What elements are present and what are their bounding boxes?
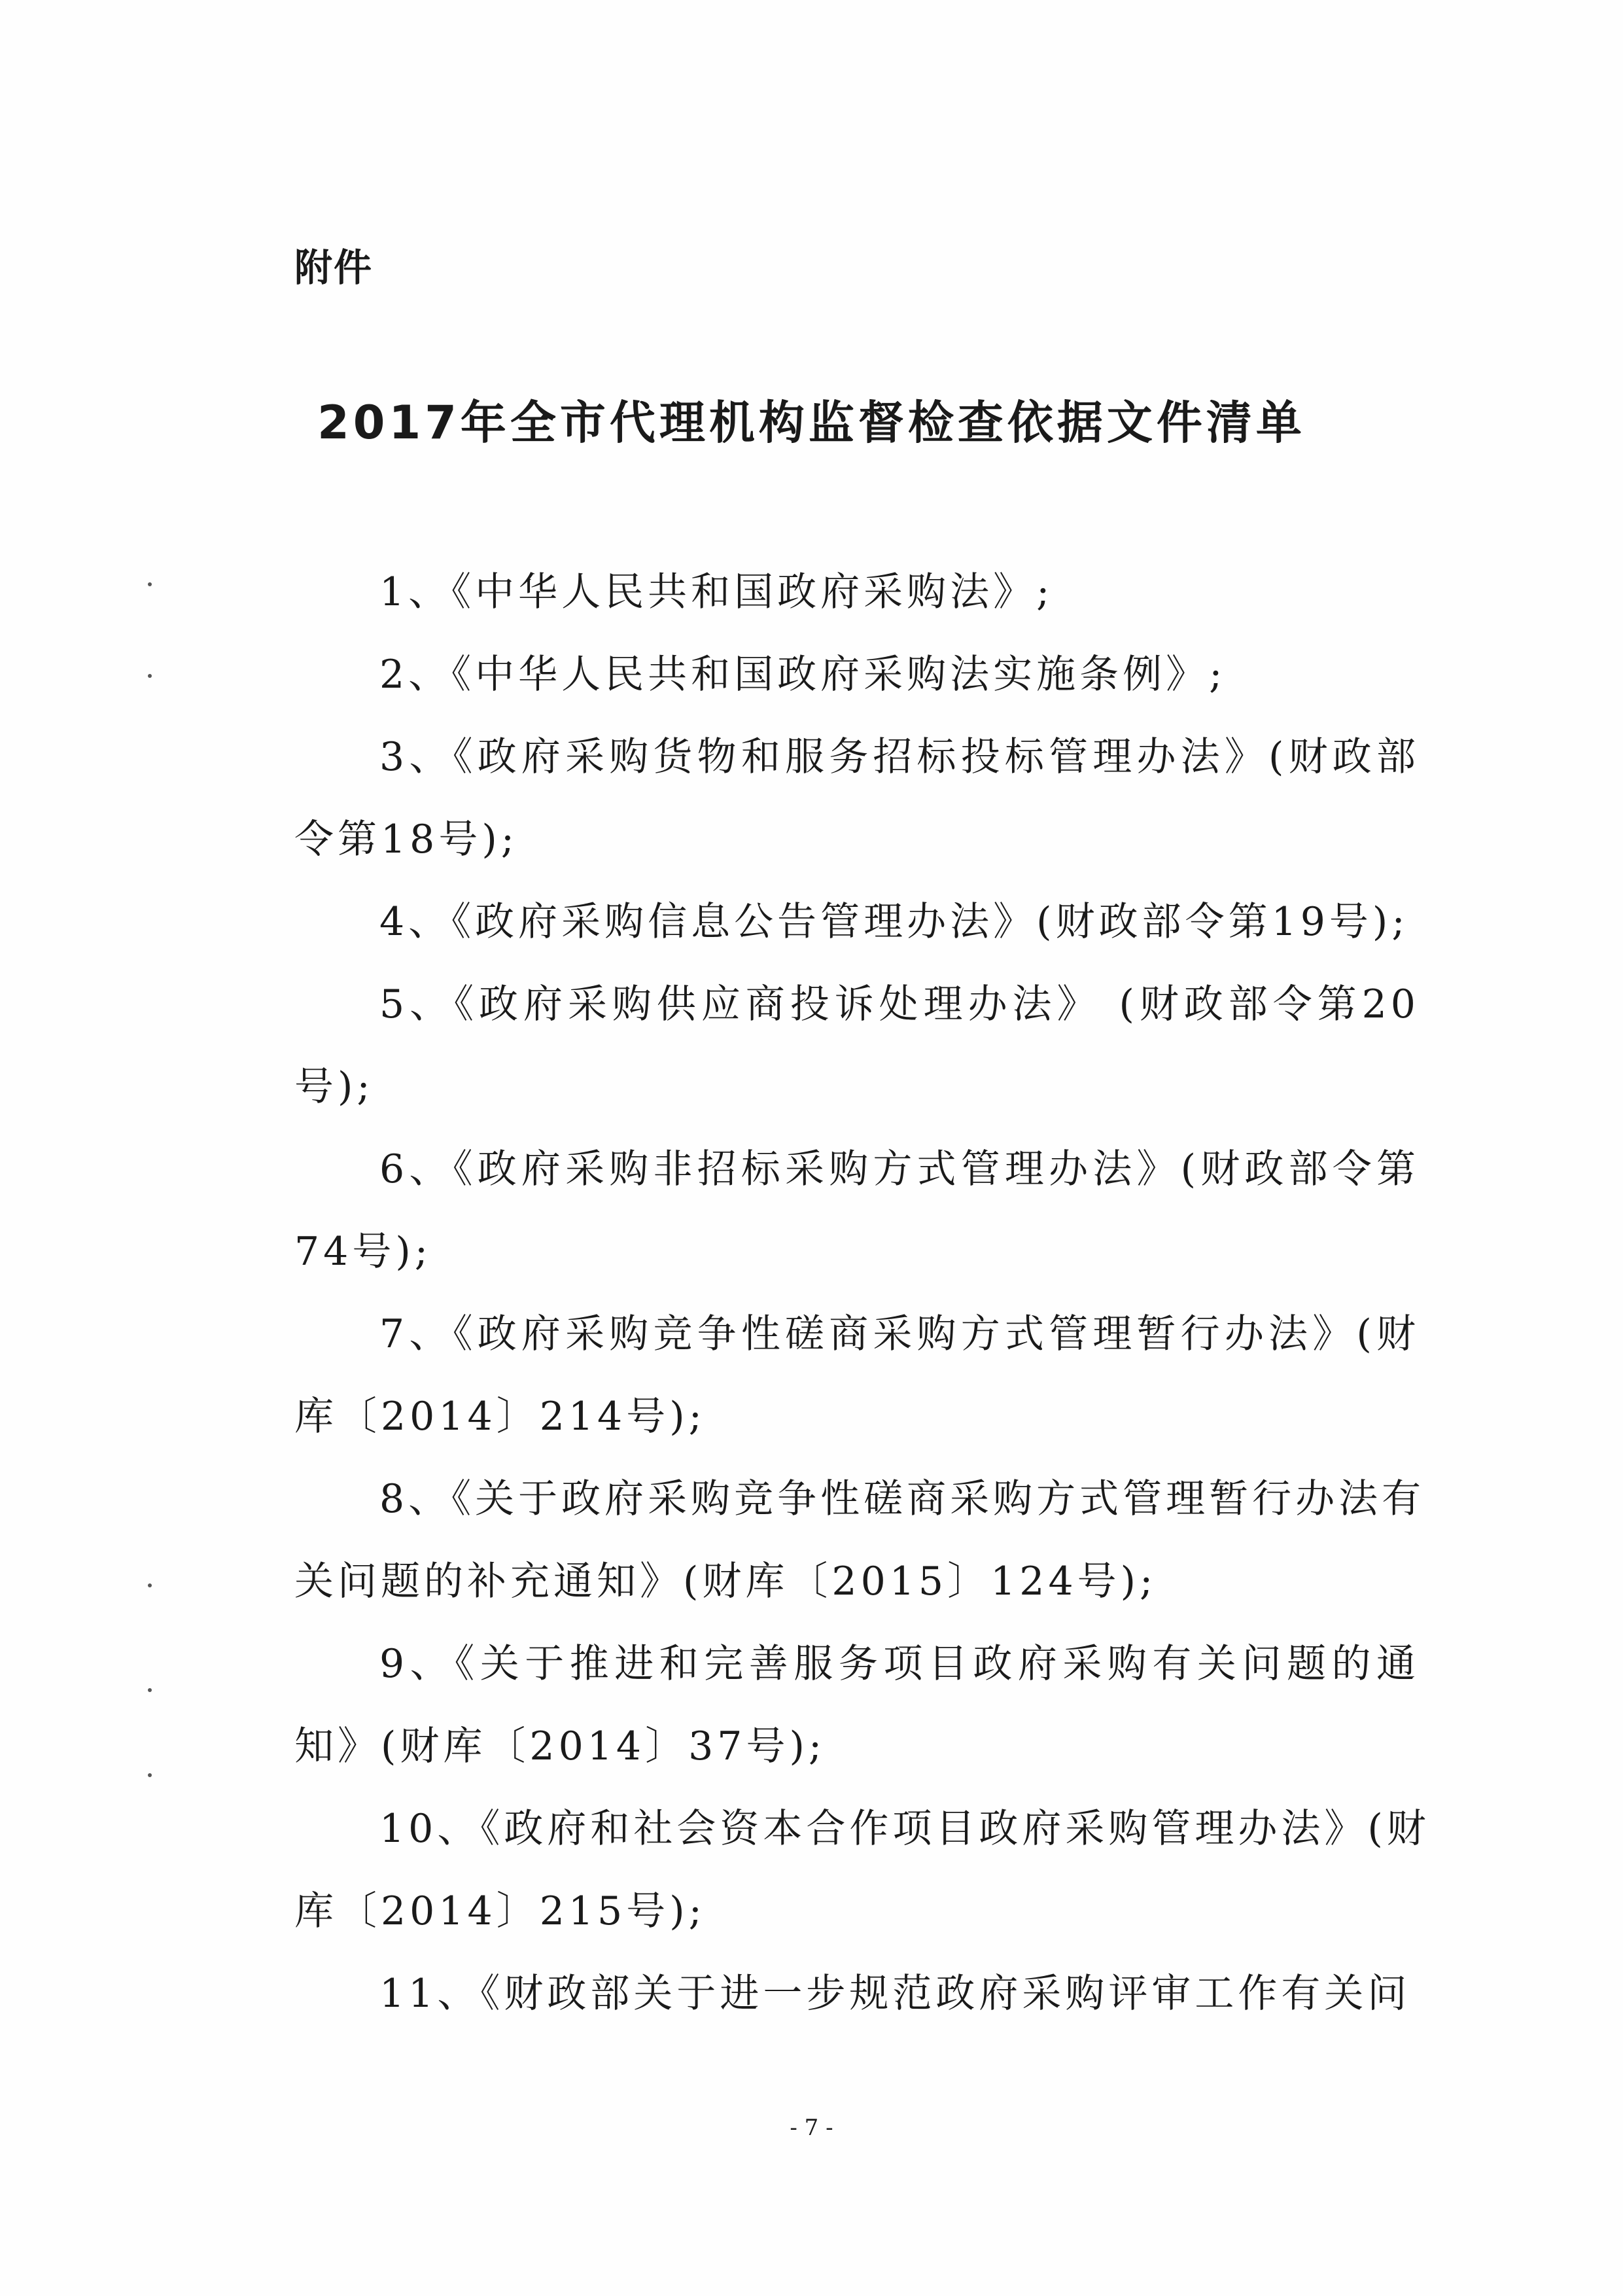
list-item xyxy=(294,716,1420,881)
list-item-line: 9、《关于推进和完善服务项目政府采购有关问题的通 xyxy=(379,1641,1420,1687)
scan-margin-mark xyxy=(148,1688,152,1692)
list-item-line: 3、《政府采购货物和服务招标投标管理办法》(财政部 xyxy=(379,734,1420,780)
list-item-line: 库〔2014〕214号); xyxy=(294,1394,706,1439)
document-title: 2017年全市代理机构监督检查依据文件清单 xyxy=(317,396,1306,450)
list-item-line: 6、《政府采购非招标采购方式管理办法》(财政部令第 xyxy=(379,1146,1420,1192)
list-item-line: 5、《政府采购供应商投诉处理办法》 (财政部令第20 xyxy=(379,981,1420,1027)
scan-margin-mark xyxy=(148,674,152,678)
list-item xyxy=(294,963,1420,1128)
list-item xyxy=(294,1623,1420,1788)
list-item-line: 74号); xyxy=(294,1229,432,1275)
list-item xyxy=(294,1458,1425,1623)
list-item-line: 4、《政府采购信息公告管理办法》(财政部令第19号); xyxy=(379,899,1409,945)
list-item xyxy=(294,1788,1430,1952)
page-number: - 7 - xyxy=(790,2115,833,2141)
list-item-line: 10、《政府和社会资本合作项目政府采购管理办法》(财 xyxy=(379,1806,1430,1852)
scan-margin-mark xyxy=(148,1583,152,1587)
list-item-line: 令第18号); xyxy=(294,817,518,862)
list-item-line: 11、《财政部关于进一步规范政府采购评审工作有关问 xyxy=(379,1971,1411,2017)
list-item-line: 知》(财库〔2014〕37号); xyxy=(294,1723,826,1769)
list-item-line: 7、《政府采购竞争性磋商采购方式管理暂行办法》(财 xyxy=(379,1311,1420,1357)
list-item xyxy=(294,551,1420,633)
list-item-line: 库〔2014〕215号); xyxy=(294,1888,706,1934)
list-item-line: 2、《中华人民共和国政府采购法实施条例》; xyxy=(379,652,1227,698)
document-list xyxy=(294,551,1430,2035)
list-item-line: 关问题的补充通知》(财库〔2015〕124号); xyxy=(294,1559,1157,1604)
list-item xyxy=(294,881,1420,963)
list-item-line: 号); xyxy=(294,1064,374,1110)
scan-margin-mark xyxy=(148,1773,152,1777)
attachment-label: 附件 xyxy=(294,245,374,290)
list-item xyxy=(294,1293,1420,1458)
list-item xyxy=(294,633,1420,716)
list-item-line: 8、《关于政府采购竞争性磋商采购方式管理暂行办法有 xyxy=(379,1476,1425,1522)
list-item-line: 1、《中华人民共和国政府采购法》; xyxy=(379,569,1054,615)
list-item xyxy=(294,1128,1420,1293)
list-item xyxy=(294,1952,1420,2035)
scan-margin-mark xyxy=(148,582,152,586)
